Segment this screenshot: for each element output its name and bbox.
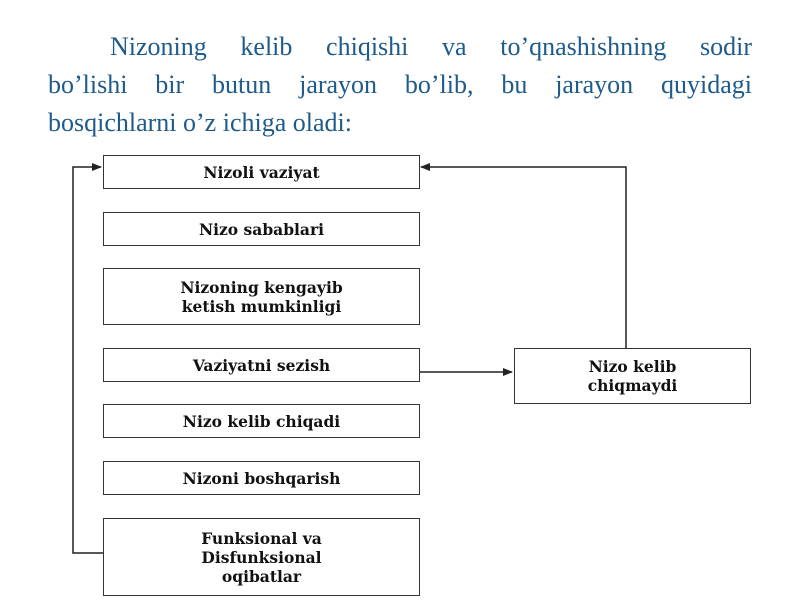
stage-vaziyatni-sezish: Vaziyatni sezish [103, 348, 420, 382]
intro-line-3: bosqichlarni o’z ichiga oladi: [48, 108, 352, 137]
intro-line-1: Nizoning kelib chiqishi va to’qnashishning sodir [110, 32, 752, 61]
stage-nizoli-vaziyat: Nizoli vaziyat [103, 155, 420, 189]
stage-nizo-sabablari: Nizo sabablari [103, 212, 420, 246]
stage-oqibatlar: Funksional va Disfunksional oqibatlar [103, 518, 420, 596]
stage-kengayib-ketish: Nizoning kengayib ketish mumkinligi [103, 268, 420, 325]
stage-nizo-kelib-chiqadi: Nizo kelib chiqadi [103, 404, 420, 438]
intro-line-2: bo’lishi bir butun jarayon bo’lib, bu jarayon quyidagi [48, 70, 752, 99]
side-box-nizo-kelib-chiqmaydi: Nizo kelib chiqmaydi [514, 348, 751, 404]
stage-nizoni-boshqarish: Nizoni boshqarish [103, 461, 420, 495]
return-arrow-right [421, 167, 626, 348]
feedback-arrow-left [73, 167, 103, 553]
